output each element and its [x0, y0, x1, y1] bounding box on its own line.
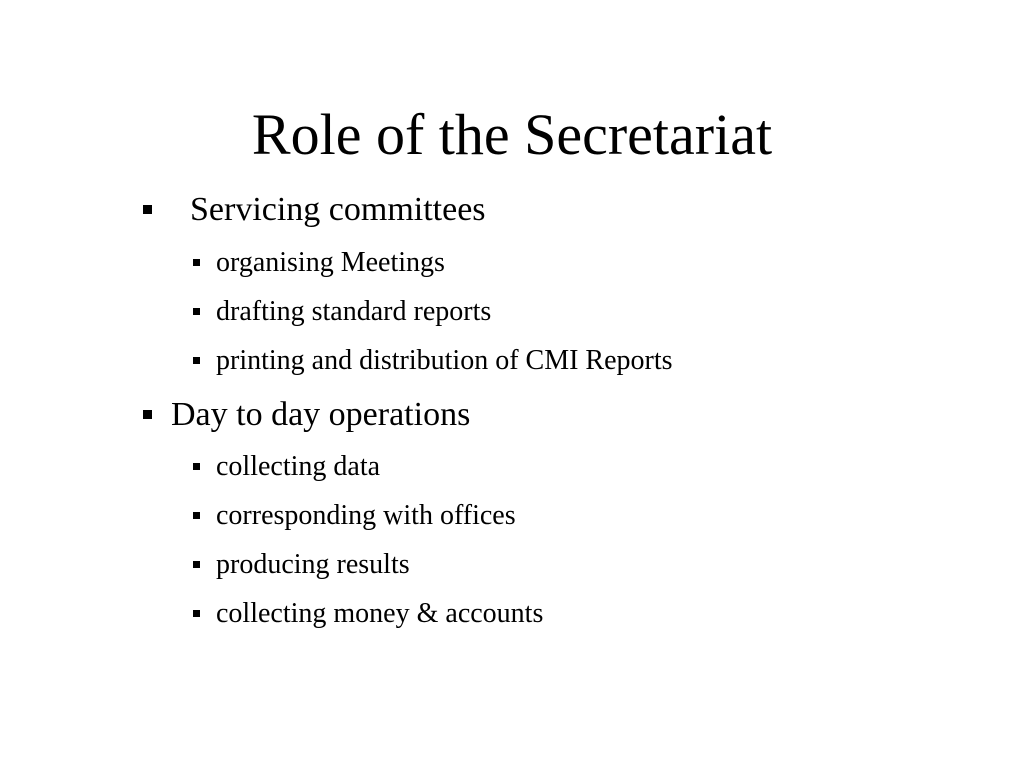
slide-title: Role of the Secretariat — [251, 102, 773, 167]
bullet-level1-day-to-day-operations — [0, 395, 1024, 435]
bullet-text: Servicing committees — [190, 191, 486, 228]
bullet-level2-item — [0, 597, 1024, 631]
bullet-text: printing and distribution of CMI Reports — [216, 345, 673, 376]
bullet-text: collecting money & accounts — [216, 598, 544, 629]
bullet-level2-item — [0, 548, 1024, 582]
bullet-level2-item — [0, 450, 1024, 484]
square-bullet-icon — [193, 561, 200, 568]
bullet-text: producing results — [216, 549, 410, 580]
bullet-level2-item — [0, 246, 1024, 280]
bullet-text: organising Meetings — [216, 247, 445, 278]
bullet-text: Day to day operations — [171, 396, 471, 433]
bullet-level1-servicing-committees — [0, 190, 1024, 230]
square-bullet-icon — [193, 463, 200, 470]
bullet-text: drafting standard reports — [216, 296, 492, 327]
square-bullet-icon — [193, 308, 200, 315]
bullet-level2-item — [0, 499, 1024, 533]
bullet-text: collecting data — [216, 451, 381, 482]
square-bullet-icon — [143, 205, 152, 214]
square-bullet-icon — [193, 259, 200, 266]
square-bullet-icon — [193, 357, 200, 364]
bullet-level2-item — [0, 295, 1024, 329]
square-bullet-icon — [193, 610, 200, 617]
bullet-level2-item — [0, 344, 1024, 378]
bullet-text: corresponding with offices — [216, 500, 516, 531]
square-bullet-icon — [193, 512, 200, 519]
square-bullet-icon — [143, 410, 152, 419]
